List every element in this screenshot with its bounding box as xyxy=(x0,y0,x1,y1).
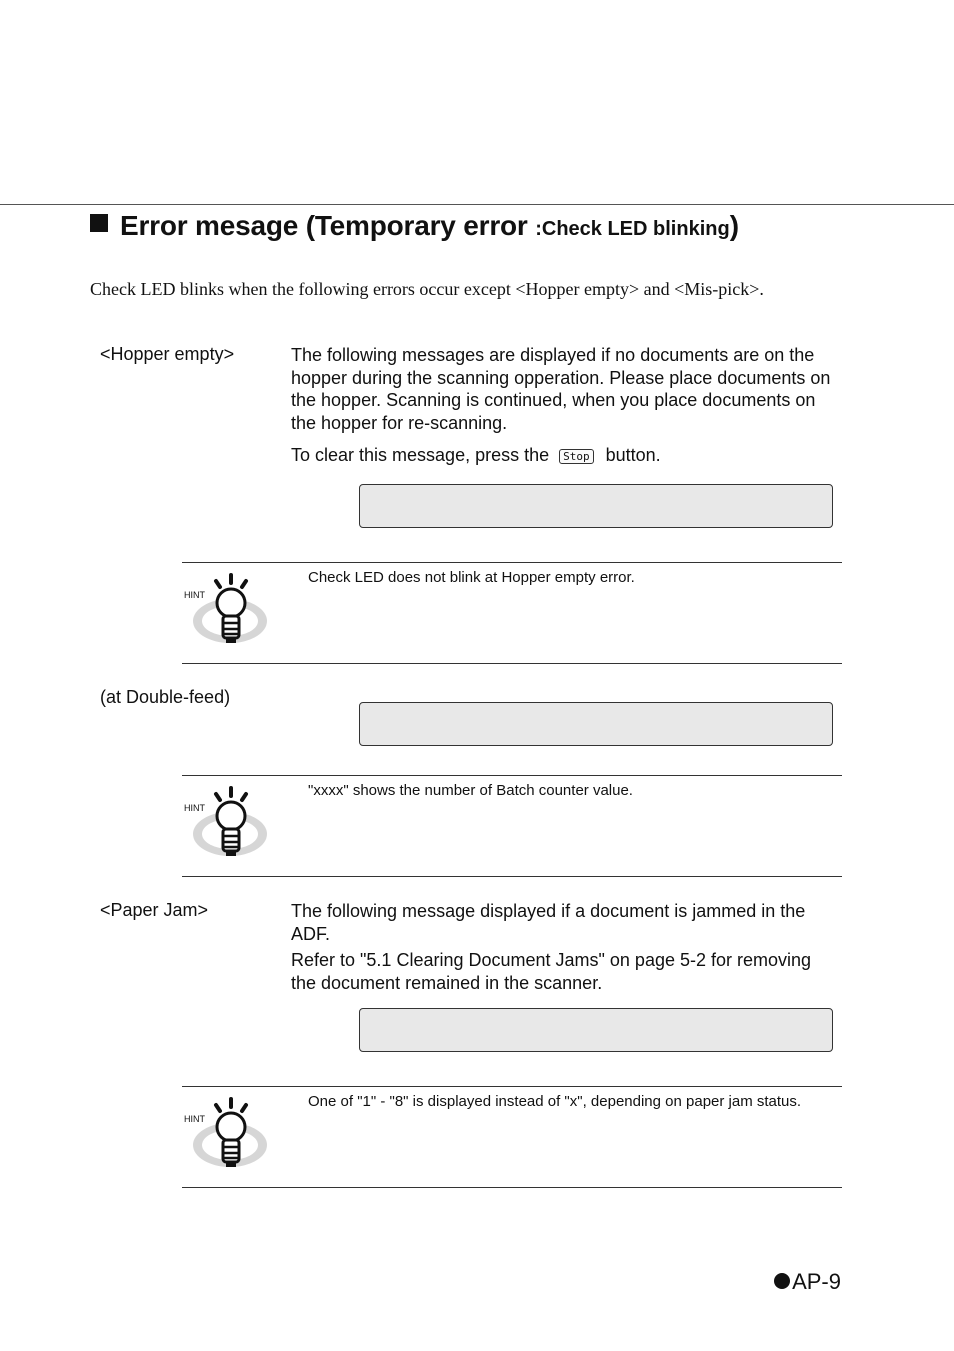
hint-text: Check LED does not blink at Hopper empty error. xyxy=(308,569,635,586)
hint-label: HINT xyxy=(184,803,205,813)
filled-circle-icon xyxy=(774,1273,790,1289)
heading-subtitle: :Check LED blinking xyxy=(535,218,730,240)
hopper-empty-body: The following messages are displayed if no documents are on the hopper during the scanning opperation. Please place documents on the hopper. Scanning is continued, when you place documents on the hopper for re-scanning. xyxy=(291,345,831,433)
stop-key-icon: Stop xyxy=(559,449,594,464)
hint-box-hopper-empty xyxy=(182,562,842,664)
paper-jam-label: <Paper Jam> xyxy=(100,900,209,920)
hopper-empty-description xyxy=(291,344,837,467)
double-feed-label: (at Double-feed) xyxy=(100,687,231,707)
hopper-empty-label: <Hopper empty> xyxy=(100,344,235,364)
paper-jam-reference: Refer to "5.1 Clearing Document Jams" on page 5-2 for removing the document remained in the scanner. xyxy=(291,950,812,993)
paper-jam-body: The following message displayed if a document is jammed in the ADF. xyxy=(291,901,806,944)
lcd-message-box-paper-jam xyxy=(359,1008,833,1052)
lightbulb-hint-icon xyxy=(184,1097,274,1173)
page-number-text: AP-9 xyxy=(792,1269,841,1294)
section-heading xyxy=(90,210,739,242)
lcd-message-box-hopper-empty xyxy=(359,484,833,528)
hint-label: HINT xyxy=(184,1114,205,1124)
lightbulb-hint-icon xyxy=(184,786,274,862)
hint-text: "xxxx" shows the number of Batch counter value. xyxy=(308,782,633,799)
lightbulb-hint-icon xyxy=(184,573,274,649)
filled-square-icon xyxy=(90,214,108,232)
paper-jam-description xyxy=(291,900,837,994)
lcd-message-box-double-feed xyxy=(359,702,833,746)
top-rule xyxy=(0,204,954,205)
hopper-empty-clear-instruction xyxy=(291,444,837,467)
hint-label: HINT xyxy=(184,590,205,600)
clear-instruction-suffix: button. xyxy=(605,445,661,466)
page-number xyxy=(774,1269,841,1295)
intro-text: Check LED blinks when the following errors occur except <Hopper empty> and <Mis-pick>. xyxy=(90,279,764,299)
heading-title: Error mesage (Temporary error xyxy=(120,210,536,241)
heading-close-paren: ) xyxy=(729,210,739,241)
hint-box-double-feed xyxy=(182,775,842,877)
clear-instruction-text: To clear this message, press the xyxy=(291,445,550,466)
hint-text: One of "1" - "8" is displayed instead of "x", depending on paper jam status. xyxy=(308,1093,802,1110)
hint-box-paper-jam xyxy=(182,1086,842,1188)
